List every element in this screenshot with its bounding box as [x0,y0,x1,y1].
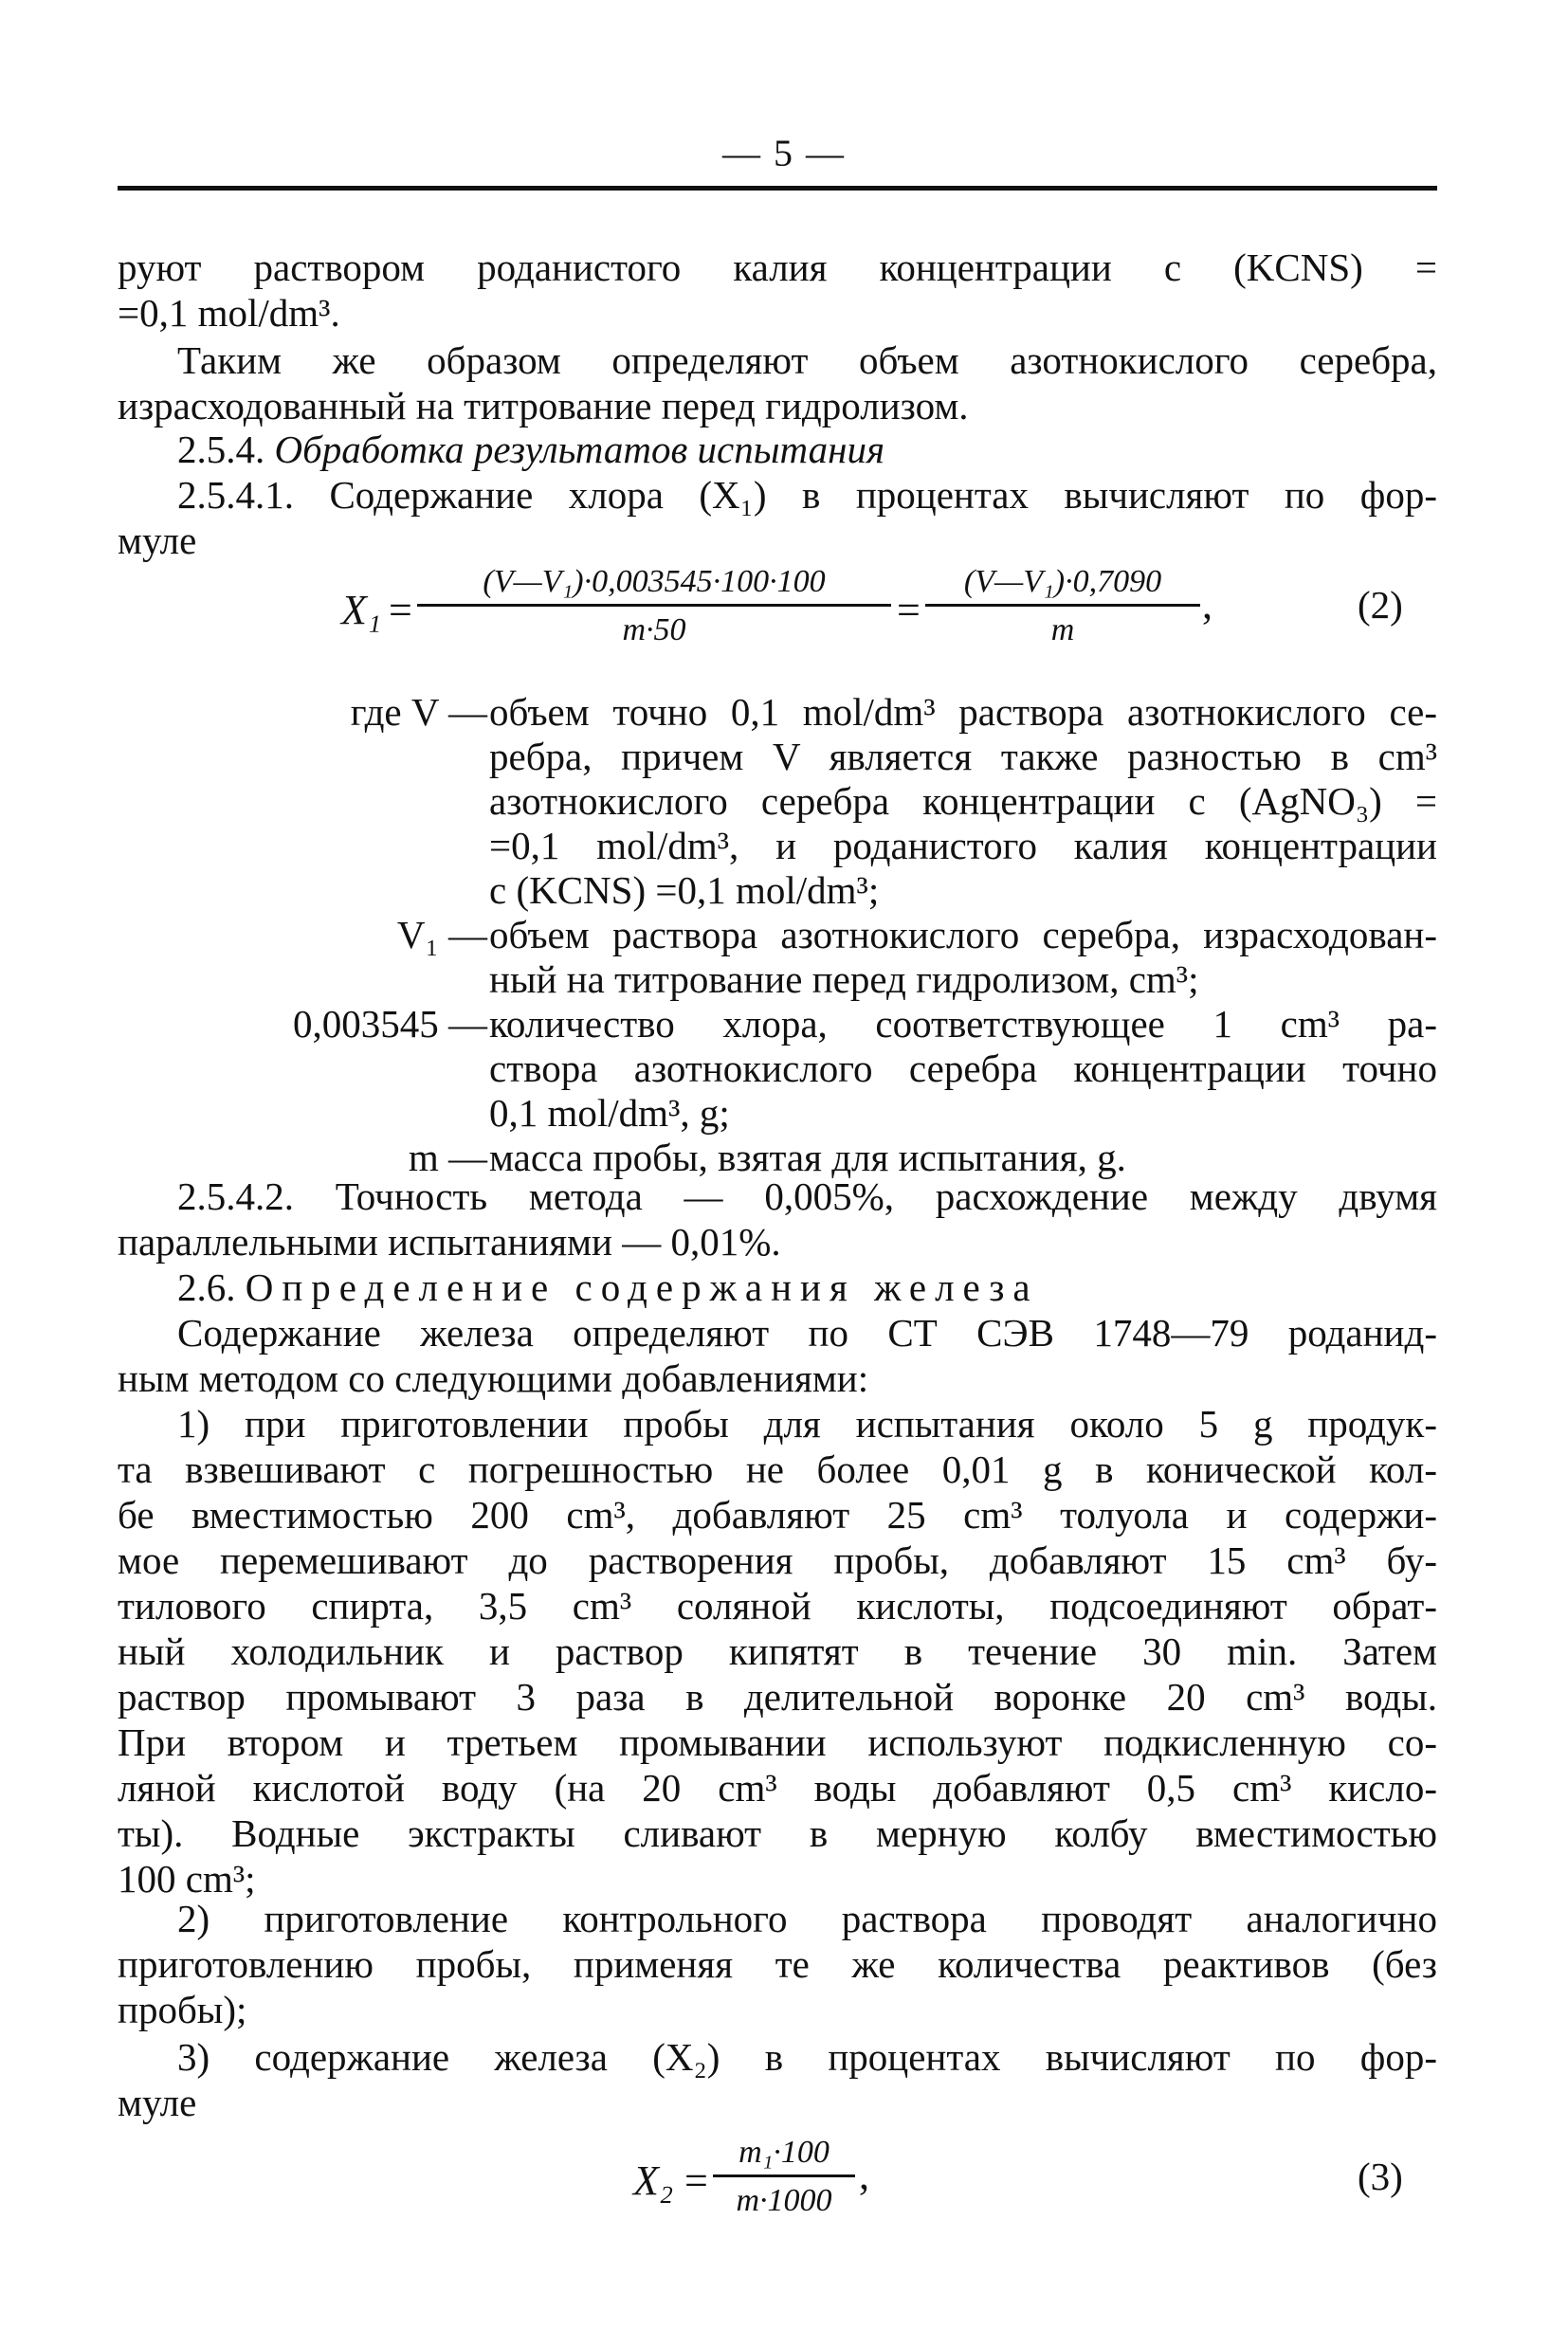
formula-denominator: m·1000 [736,2183,832,2218]
definition-line: объем точно 0,1 mol/dm³ раствора азотнокислого се- [489,690,1437,734]
text-line: муле [118,2081,197,2124]
formula-fraction [713,2133,855,2221]
formula-numerator: (V—V₁)·0,003545·100·100 [417,562,891,607]
formula-comma: , [1202,581,1212,628]
page-number: — 5 — [722,132,846,174]
definition-line: ребра, причем V является также разностью в cm³ [489,735,1437,778]
formula-lhs: X₂ [633,2157,674,2204]
text-line: При втором и третьем промывании используют подкисленную со- [118,1720,1437,1764]
text-line: тилового спирта, 3,5 cm³ соляной кислоты, подсоединяют обрат- [118,1584,1437,1628]
section-title: Обработка результатов испытания [274,428,885,471]
list-item-3 [118,2034,1437,2125]
formula-numerator: m₁·100 [713,2133,855,2177]
text-line: 2.5.4.1. Содержание хлора (X₁) в процентах вычисляют по фор- [177,473,1437,517]
definitions-list [118,690,1437,1180]
definition-line: ный на титрование перед гидролизом, cm³; [489,957,1199,1001]
text-line: руют раствором роданистого калия концентрации c (KCNS) = [118,246,1437,289]
definition-item [118,1002,1437,1136]
text-line: израсходованный на титрование перед гидролизом. [118,384,969,428]
section-number: 2.5.4. [177,428,265,471]
formula-lhs: X₁ [341,587,382,633]
text-line: приготовлению пробы, применяя те же количества реактивов (без [118,1942,1437,1986]
text-line: 100 cm³; [118,1857,256,1901]
text-line: =0,1 mol/dm³. [118,291,340,335]
text-line: ты). Водные экстракты сливают в мерную колбу вместимостью [118,1811,1437,1855]
formula-denominator: m·50 [622,612,686,647]
text-line: ный холодильник и раствор кипятят в течение 30 min. Затем [118,1629,1437,1673]
text-line: раствор промывают 3 раза в делительной воронке 20 cm³ воды. [118,1675,1437,1719]
formula-equals: = [897,587,921,633]
definition-line: объем раствора азотнокислого серебра, израсходован- [489,913,1437,956]
definition-line: количество хлора, соответствующее 1 cm³ ра- [489,1002,1437,1046]
definition-item [118,690,1437,913]
paragraph-2-5-4-1 [118,472,1437,563]
definition-item [118,913,1437,1002]
text-line: муле [118,519,197,562]
formula-numerator: (V—V₁)·0,7090 [925,562,1200,607]
section-number: 2.6. [177,1265,236,1309]
definition-line: масса пробы, взятая для испытания, g. [489,1136,1126,1179]
definition-symbol: m — [408,1136,487,1179]
equation-number: (3) [1358,2155,1403,2198]
definition-symbol: V₁ — [396,913,487,956]
formula-denominator: m [1050,612,1075,647]
text-line: ляной кислотой воду (на 20 cm³ воды добавляют 0,5 cm³ кисло- [118,1766,1437,1810]
formula-fraction-1 [417,562,891,650]
formula-equals: = [684,2157,708,2204]
definition-line: =0,1 mol/dm³, и роданистого калия концентрации [489,824,1437,867]
text-line: параллельными испытаниями — 0,01%. [118,1220,781,1264]
formula-comma: , [859,2152,869,2198]
text-line: ным методом со следующими добавлениями: [118,1356,869,1400]
text-line: 2.5.4.2. Точность метода — 0,005%, расхождение между двумя [177,1174,1437,1218]
definition-symbol: где V — [350,690,487,734]
text-line: бе вместимостью 200 cm³, добавляют 25 cm³ толуола и содержи- [118,1493,1437,1537]
definition-line: c (KCNS) =0,1 mol/dm³; [489,868,880,912]
paragraph-2-5-4-2 [118,1174,1437,1265]
formula-equals: = [389,587,412,633]
text-line: 2) приготовление контрольного раствора проводят аналогично [177,1897,1437,1940]
section-heading-2-6 [118,1265,1437,1310]
text-line: 3) содержание железа (X₂) в процентах вычисляют по фор- [177,2035,1437,2079]
text-line: пробы); [118,1988,247,2031]
list-item-2 [118,1896,1437,2032]
paragraph [118,1310,1437,1401]
section-heading-2-5-4 [118,427,1437,472]
text-line: Таким же образом определяют объем азотнокислого серебра, [177,338,1437,382]
formula-fraction-2 [925,562,1200,650]
text-line: мое перемешивают до растворения пробы, добавляют 15 cm³ бу- [118,1538,1437,1582]
section-title: Определение содержания железа [245,1265,1039,1309]
paragraph-continuation [118,245,1437,336]
paragraph [118,337,1437,428]
header-rule [118,186,1437,191]
definition-line: створа азотнокислого серебра концентрации точно [489,1046,1437,1090]
list-item-1 [118,1401,1437,1901]
text-line: та взвешивают с погрешностью не более 0,01 g в конической кол- [118,1447,1437,1491]
equation-number: (2) [1358,583,1403,627]
definition-line: 0,1 mol/dm³, g; [489,1091,730,1135]
definition-symbol: 0,003545 — [293,1002,487,1046]
text-line: 1) при приготовлении пробы для испытания около 5 g продук- [177,1402,1437,1446]
definition-line: азотнокислого серебра концентрации c (AgNO₃) = [489,779,1437,823]
text-line: Содержание железа определяют по СТ СЭВ 1748—79 роданид- [177,1311,1437,1355]
